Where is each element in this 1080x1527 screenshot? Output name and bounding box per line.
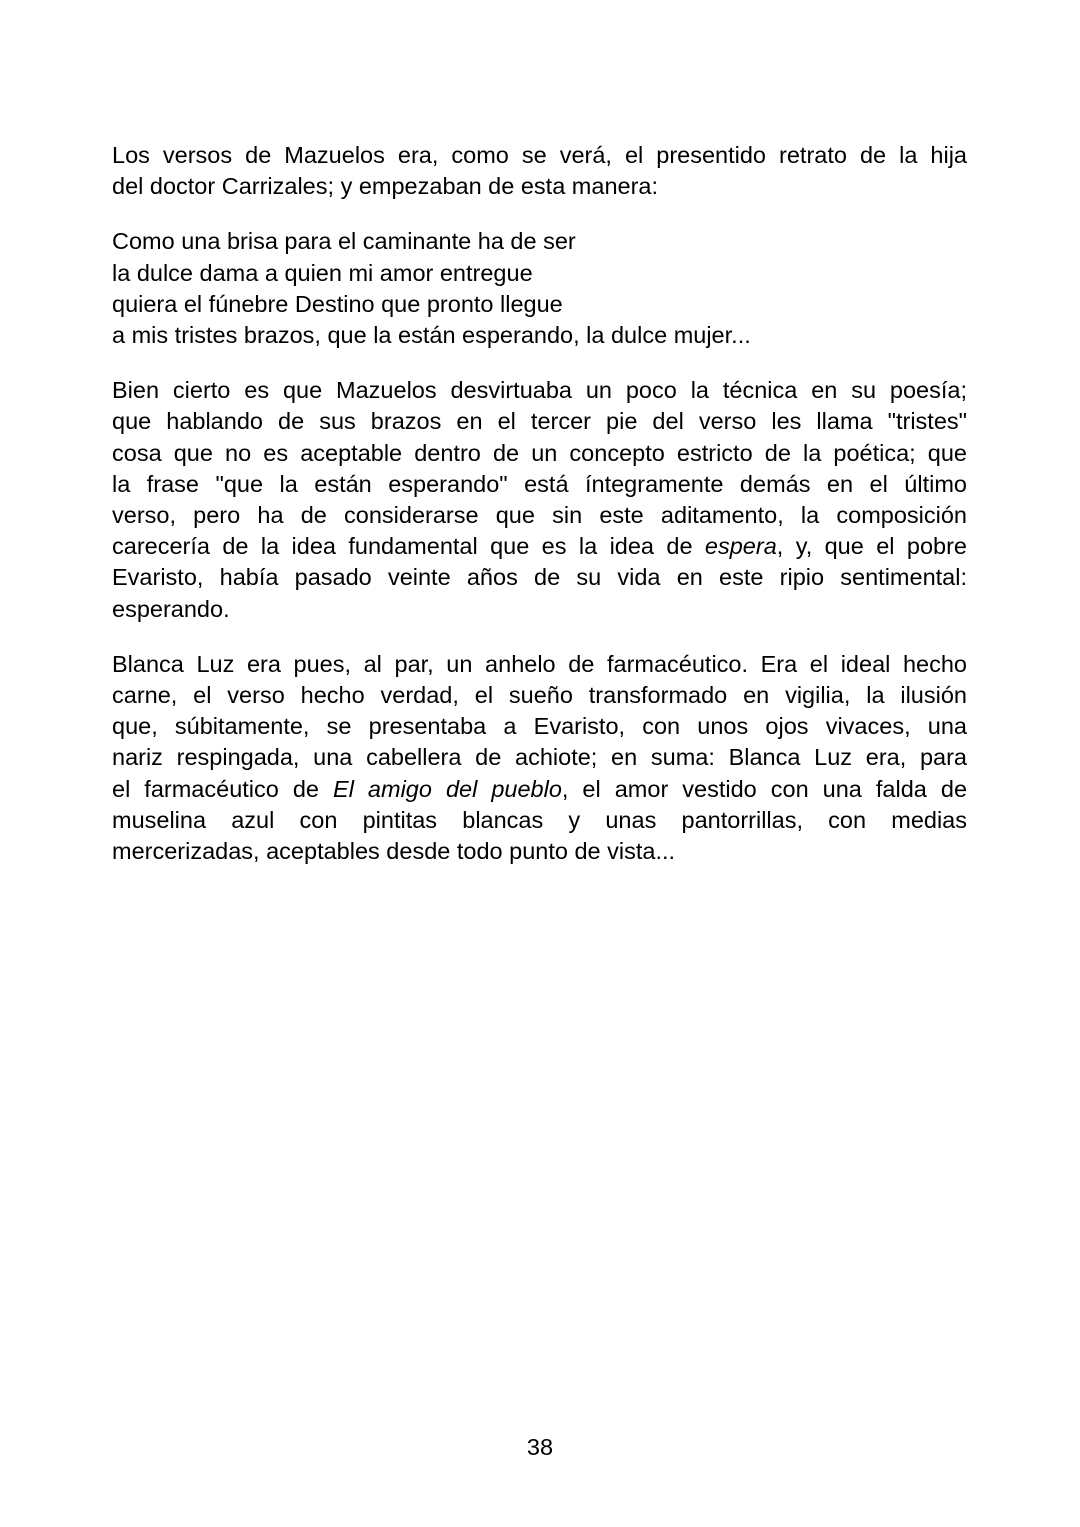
text-line: mercerizadas, aceptables desde todo punto de vista... bbox=[112, 838, 676, 865]
text-line: Evaristo, había pasado veinte años de su vida en este ripio sentimental: bbox=[112, 564, 967, 591]
text-line: muselina azul con pintitas blancas y unas pantorrillas, con medias bbox=[112, 806, 967, 833]
verse-line: a mis tristes brazos, que la están esperando, la dulce mujer... bbox=[112, 322, 751, 349]
text-line: carne, el verso hecho verdad, el sueño transformado en vigilia, la ilusión bbox=[112, 682, 967, 709]
italic-title: El amigo del pueblo bbox=[333, 775, 562, 802]
paragraph-intro bbox=[112, 140, 967, 202]
italic-word: espera bbox=[704, 533, 777, 560]
verse-block bbox=[112, 226, 967, 351]
text-line: verso, pero ha de considerarse que sin este aditamento, la composición bbox=[112, 502, 967, 529]
text-line: nariz respingada, una cabellera de achiote; en suma: Blanca Luz era, para bbox=[112, 744, 967, 771]
text-line: cosa que no es aceptable dentro de un concepto estricto de la poética; que bbox=[112, 439, 967, 466]
verse-line: la dulce dama a quien mi amor entregue bbox=[112, 259, 533, 286]
text-segment: , el amor vestido con una falda de bbox=[561, 775, 968, 802]
text-line: que hablando de sus brazos en el tercer pie del verso les llama "tristes" bbox=[112, 408, 967, 435]
text-line: que, súbitamente, se presentaba a Evaristo, con unos ojos vivaces, una bbox=[112, 713, 967, 740]
text-line: del doctor Carrizales; y empezaban de esta manera: bbox=[112, 173, 659, 200]
paragraph-blanca-luz bbox=[112, 649, 967, 867]
text-segment: , y, que el pobre bbox=[776, 533, 967, 560]
paragraph-critique bbox=[112, 375, 967, 625]
text-line bbox=[112, 774, 967, 805]
text-line: Blanca Luz era pues, al par, un anhelo de farmacéutico. Era el ideal hecho bbox=[112, 650, 967, 677]
text-line: esperando. bbox=[112, 595, 230, 622]
text-line bbox=[112, 531, 967, 562]
text-line: Los versos de Mazuelos era, como se verá, el presentido retrato de la hija bbox=[112, 142, 967, 168]
page-body bbox=[112, 140, 967, 891]
text-line: Bien cierto es que Mazuelos desvirtuaba un poco la técnica en su poesía; bbox=[112, 377, 967, 404]
text-segment: el farmacéutico de bbox=[112, 775, 334, 802]
page-number: 38 bbox=[526, 1434, 554, 1460]
verse-line: Como una brisa para el caminante ha de ser bbox=[112, 228, 576, 255]
text-line: la frase "que la están esperando" está íntegramente demás en el último bbox=[112, 470, 967, 497]
text-segment: carecería de la idea fundamental que es la idea de bbox=[112, 533, 705, 560]
verse-line: quiera el fúnebre Destino que pronto llegue bbox=[112, 290, 563, 317]
